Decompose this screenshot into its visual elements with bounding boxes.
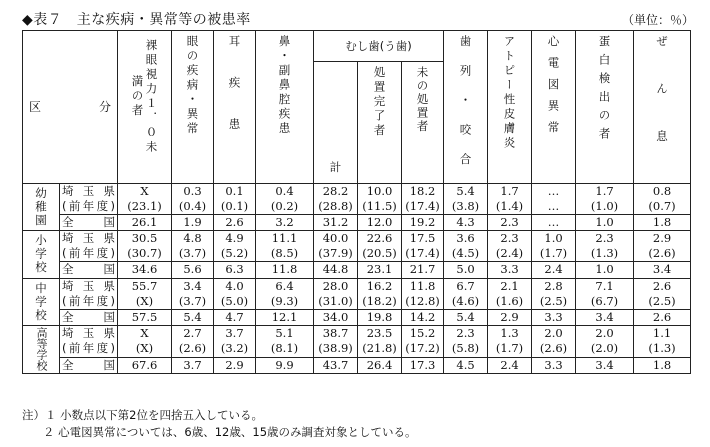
col-atopy: アトピー性皮膚炎	[488, 31, 532, 184]
group-row-elementary: 小学校 埼玉県 (前年度) 全国 30.5 (30.7) 34.6 4.8 (3.7) 5.6 4.9 (5.2) 6.3 11.1 (8.5) 11.8 40.0 (37.9) 44.8 22.6 (20.5) 23.1 17.5 (17.4) 21.7 3.6 (4.5) 5.0 2.3 (2.4) 3.3 1.0 (1.7) 2.4 2.3 (1.3) 1.0 2.9 (2.6) 3.4	[23, 231, 691, 279]
footnote-1: 注）１ 小数点以下第2位を四捨五入している。	[22, 408, 263, 422]
col-asthma: ぜん息	[634, 31, 691, 184]
col-protein: 蛋白検出の者	[576, 31, 634, 184]
disease-rate-table	[22, 30, 691, 374]
footnotes	[22, 407, 417, 441]
col-ear: 耳疾患	[214, 31, 256, 184]
col-teeth: 歯列・咬合	[444, 31, 488, 184]
col-cavity-untreated: 未の処置者	[402, 61, 444, 183]
group-label: 幼稚園	[23, 183, 60, 231]
col-cavity-group: むし歯(う歯)	[314, 31, 444, 62]
table-title: ◆表７ 主な疾病・異常等の被患率	[22, 12, 251, 28]
col-naked-eye: 裸眼視力１．０未満の者	[118, 31, 172, 184]
col-eye-disease: 眼の疾病・異常	[172, 31, 214, 184]
col-cavity-total: 計	[314, 61, 358, 183]
group-label: 中学校	[23, 278, 60, 326]
unit-label: （単位：％）	[621, 13, 694, 27]
footnote-2: ２ 心電図異常については、6歳、12歳、15歳のみ調査対象としている。	[43, 425, 417, 439]
group-label: 小学校	[23, 231, 60, 279]
kubun-header: 区 分	[23, 31, 118, 184]
col-cavity-treated: 処置完了者	[358, 61, 402, 183]
group-row-highschool: 高等学校 埼玉県 (前年度) 全国 X (X) 67.6 2.7 (2.6) 3.7 3.7 (3.2) 2.9 5.1 (8.1) 9.9 38.7 (38.9) 43.7 23.5 (21.8) 26.4 15.2 (17.2) 17.3 2.3 (5.8) 4.5 1.3 (1.7) 2.4 2.0 (2.6) 3.3 2.0 (2.0) 3.4 1.1 (1.3) 1.8	[23, 326, 691, 374]
group-label: 高等学校	[23, 326, 60, 374]
col-ecg: 心電図異常	[532, 31, 576, 184]
col-nose: 鼻・副鼻腔疾患	[256, 31, 314, 184]
group-row-juniorhigh: 中学校 埼玉県 (前年度) 全国 55.7 (X) 57.5 3.4 (3.7) 5.4 4.0 (5.0) 4.7 6.4 (9.3) 12.1 28.0 (31.0) 34.0 16.2 (18.2) 19.8 11.8 (12.8) 14.2 6.7 (4.6) 5.4 2.1 (1.6) 2.9 2.8 (2.5) 3.3 7.1 (6.7) 3.4 2.6 (2.5) 2.6	[23, 278, 691, 326]
group-row-kindergarten: 幼稚園 埼玉県 (前年度) 全国 X (23.1) 26.1 0.3 (0.4) 1.9 0.1 (0.1) 2.6 0.4 (0.2) 3.2 28.2 (28.8) 31.2 10.0 (11.5) 12.0 18.2 (17.4) 19.2 5.4 (3.8) 4.3 1.7 (1.4) 2.3 … … … 1.7 (1.0) 1.0 0.8 (0.7) 1.8	[23, 183, 691, 231]
